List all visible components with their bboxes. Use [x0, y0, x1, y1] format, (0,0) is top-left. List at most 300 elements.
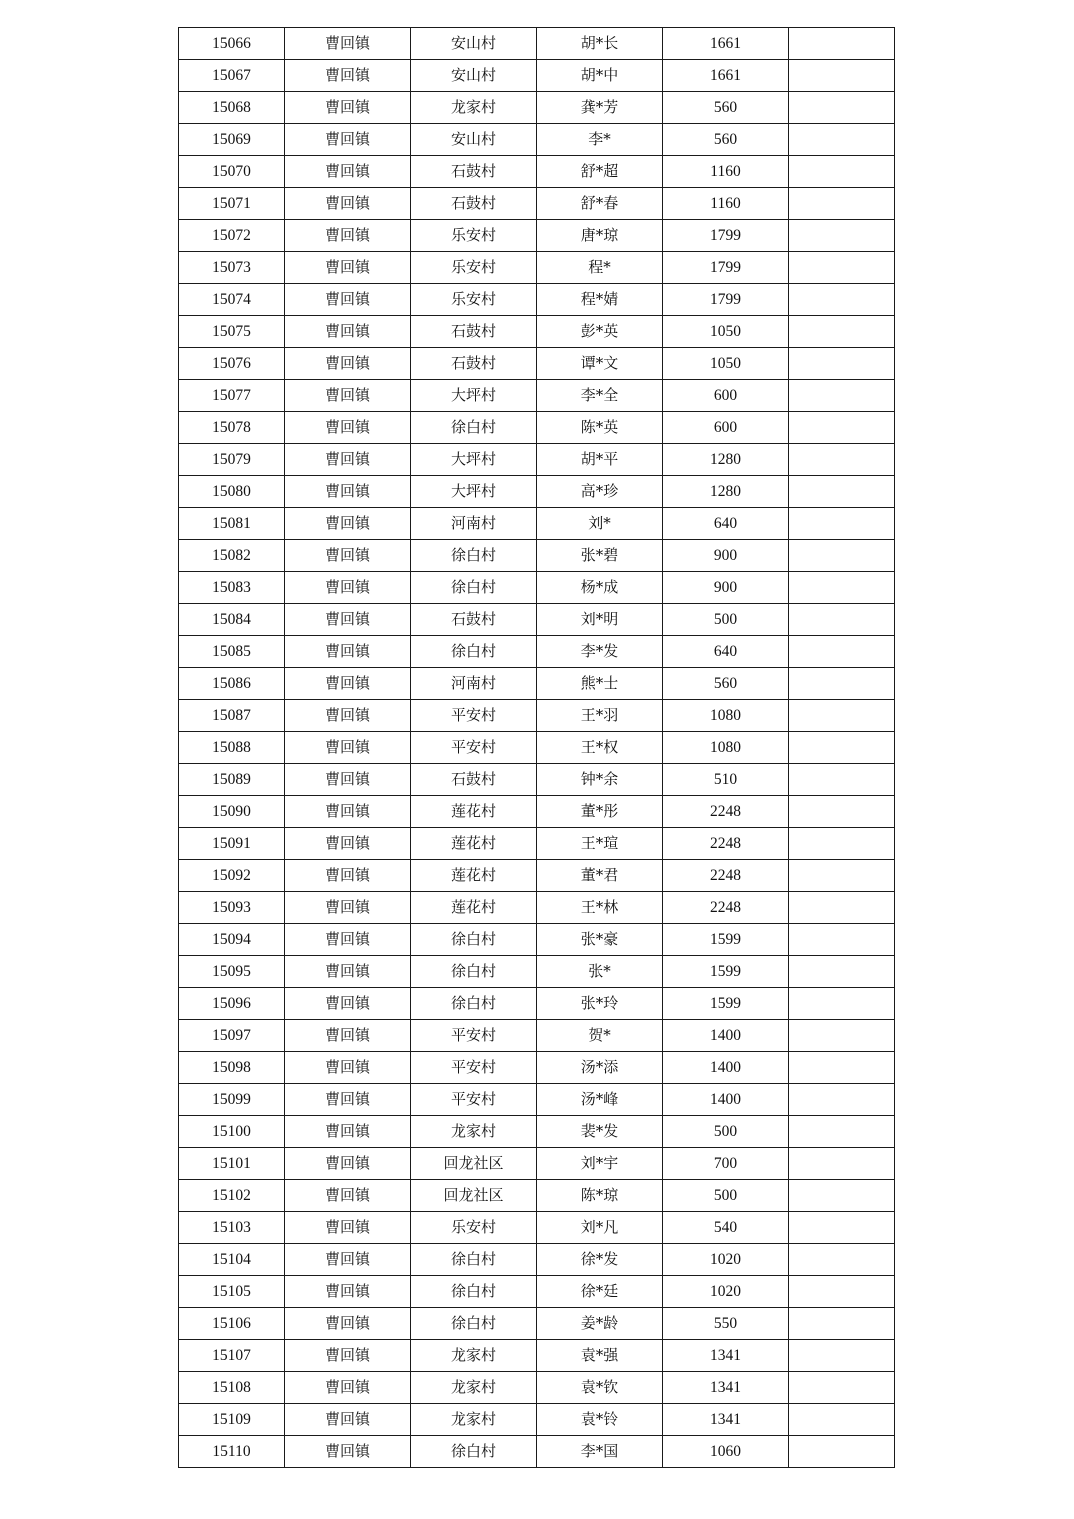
cell-amount: 500 — [663, 1116, 789, 1148]
cell-village: 河南村 — [411, 508, 537, 540]
cell-serial-number: 15087 — [179, 700, 285, 732]
cell-village: 莲花村 — [411, 796, 537, 828]
cell-amount: 2248 — [663, 892, 789, 924]
cell-serial-number: 15096 — [179, 988, 285, 1020]
cell-village: 莲花村 — [411, 892, 537, 924]
cell-serial-number: 15102 — [179, 1180, 285, 1212]
cell-name: 王*权 — [537, 732, 663, 764]
data-table — [178, 27, 895, 1468]
cell-serial-number: 15079 — [179, 444, 285, 476]
table-row — [179, 508, 895, 540]
cell-remark — [789, 892, 895, 924]
cell-amount: 1060 — [663, 1436, 789, 1468]
cell-name: 董*彤 — [537, 796, 663, 828]
cell-town: 曹回镇 — [285, 1308, 411, 1340]
table-row — [179, 1436, 895, 1468]
cell-remark — [789, 1020, 895, 1052]
cell-village: 平安村 — [411, 700, 537, 732]
cell-village: 安山村 — [411, 60, 537, 92]
cell-remark — [789, 1308, 895, 1340]
cell-name: 李*全 — [537, 380, 663, 412]
cell-town: 曹回镇 — [285, 700, 411, 732]
cell-remark — [789, 444, 895, 476]
cell-amount: 1400 — [663, 1020, 789, 1052]
cell-amount: 900 — [663, 540, 789, 572]
cell-town: 曹回镇 — [285, 636, 411, 668]
cell-name: 汤*添 — [537, 1052, 663, 1084]
cell-village: 莲花村 — [411, 828, 537, 860]
cell-name: 袁*钦 — [537, 1372, 663, 1404]
cell-serial-number: 15107 — [179, 1340, 285, 1372]
table-row — [179, 316, 895, 348]
cell-amount: 500 — [663, 604, 789, 636]
cell-remark — [789, 732, 895, 764]
cell-village: 石鼓村 — [411, 188, 537, 220]
cell-remark — [789, 1372, 895, 1404]
cell-name: 张* — [537, 956, 663, 988]
cell-name: 李*国 — [537, 1436, 663, 1468]
table-row — [179, 444, 895, 476]
cell-amount: 1341 — [663, 1404, 789, 1436]
cell-amount: 2248 — [663, 860, 789, 892]
cell-village: 安山村 — [411, 124, 537, 156]
table-row — [179, 956, 895, 988]
cell-serial-number: 15105 — [179, 1276, 285, 1308]
cell-remark — [789, 412, 895, 444]
cell-name: 舒*春 — [537, 188, 663, 220]
cell-village: 石鼓村 — [411, 348, 537, 380]
cell-remark — [789, 988, 895, 1020]
cell-remark — [789, 828, 895, 860]
cell-remark — [789, 956, 895, 988]
cell-name: 李*发 — [537, 636, 663, 668]
cell-amount: 2248 — [663, 796, 789, 828]
cell-serial-number: 15093 — [179, 892, 285, 924]
table-row — [179, 124, 895, 156]
cell-amount: 1799 — [663, 284, 789, 316]
cell-amount: 1280 — [663, 476, 789, 508]
cell-village: 徐白村 — [411, 572, 537, 604]
cell-serial-number: 15101 — [179, 1148, 285, 1180]
table-row — [179, 764, 895, 796]
cell-serial-number: 15082 — [179, 540, 285, 572]
cell-remark — [789, 348, 895, 380]
table-row — [179, 156, 895, 188]
cell-amount: 640 — [663, 508, 789, 540]
cell-serial-number: 15089 — [179, 764, 285, 796]
cell-village: 徐白村 — [411, 1436, 537, 1468]
cell-amount: 550 — [663, 1308, 789, 1340]
cell-amount: 1160 — [663, 188, 789, 220]
cell-amount: 1341 — [663, 1340, 789, 1372]
cell-town: 曹回镇 — [285, 92, 411, 124]
cell-serial-number: 15104 — [179, 1244, 285, 1276]
cell-serial-number: 15099 — [179, 1084, 285, 1116]
cell-remark — [789, 636, 895, 668]
table-row — [179, 1148, 895, 1180]
cell-name: 汤*峰 — [537, 1084, 663, 1116]
cell-remark — [789, 1244, 895, 1276]
cell-name: 刘*明 — [537, 604, 663, 636]
cell-name: 程*婧 — [537, 284, 663, 316]
cell-town: 曹回镇 — [285, 1020, 411, 1052]
cell-amount: 1080 — [663, 700, 789, 732]
cell-remark — [789, 668, 895, 700]
cell-name: 胡*平 — [537, 444, 663, 476]
cell-village: 平安村 — [411, 1084, 537, 1116]
table-row — [179, 28, 895, 60]
table-row — [179, 1116, 895, 1148]
table-row — [179, 1404, 895, 1436]
cell-town: 曹回镇 — [285, 1212, 411, 1244]
cell-name: 李* — [537, 124, 663, 156]
cell-amount: 1599 — [663, 924, 789, 956]
cell-serial-number: 15081 — [179, 508, 285, 540]
cell-name: 刘* — [537, 508, 663, 540]
cell-amount: 1020 — [663, 1276, 789, 1308]
cell-village: 徐白村 — [411, 924, 537, 956]
cell-amount: 1160 — [663, 156, 789, 188]
cell-village: 平安村 — [411, 732, 537, 764]
table-row — [179, 252, 895, 284]
cell-name: 陈*琼 — [537, 1180, 663, 1212]
table-row — [179, 796, 895, 828]
cell-village: 莲花村 — [411, 860, 537, 892]
table-body — [179, 28, 895, 1468]
cell-amount: 1799 — [663, 252, 789, 284]
cell-town: 曹回镇 — [285, 604, 411, 636]
cell-remark — [789, 156, 895, 188]
cell-remark — [789, 476, 895, 508]
cell-serial-number: 15072 — [179, 220, 285, 252]
table-row — [179, 540, 895, 572]
cell-serial-number: 15085 — [179, 636, 285, 668]
cell-remark — [789, 284, 895, 316]
cell-serial-number: 15076 — [179, 348, 285, 380]
cell-name: 张*碧 — [537, 540, 663, 572]
cell-amount: 2248 — [663, 828, 789, 860]
cell-village: 龙家村 — [411, 1372, 537, 1404]
cell-remark — [789, 1052, 895, 1084]
cell-amount: 1020 — [663, 1244, 789, 1276]
cell-village: 徐白村 — [411, 636, 537, 668]
cell-town: 曹回镇 — [285, 988, 411, 1020]
table-row — [179, 636, 895, 668]
table-row — [179, 476, 895, 508]
cell-remark — [789, 220, 895, 252]
cell-serial-number: 15083 — [179, 572, 285, 604]
cell-remark — [789, 1084, 895, 1116]
cell-remark — [789, 924, 895, 956]
cell-name: 高*珍 — [537, 476, 663, 508]
cell-name: 王*林 — [537, 892, 663, 924]
table-row — [179, 1180, 895, 1212]
cell-amount: 1080 — [663, 732, 789, 764]
cell-serial-number: 15067 — [179, 60, 285, 92]
cell-name: 刘*凡 — [537, 1212, 663, 1244]
cell-village: 徐白村 — [411, 1244, 537, 1276]
cell-remark — [789, 1276, 895, 1308]
cell-serial-number: 15071 — [179, 188, 285, 220]
cell-amount: 600 — [663, 412, 789, 444]
cell-town: 曹回镇 — [285, 1084, 411, 1116]
cell-amount: 560 — [663, 668, 789, 700]
cell-village: 平安村 — [411, 1020, 537, 1052]
cell-town: 曹回镇 — [285, 668, 411, 700]
cell-town: 曹回镇 — [285, 412, 411, 444]
cell-remark — [789, 540, 895, 572]
cell-name: 钟*余 — [537, 764, 663, 796]
cell-amount: 1400 — [663, 1052, 789, 1084]
table-row — [179, 988, 895, 1020]
cell-name: 谭*文 — [537, 348, 663, 380]
cell-serial-number: 15108 — [179, 1372, 285, 1404]
cell-town: 曹回镇 — [285, 1372, 411, 1404]
cell-name: 张*豪 — [537, 924, 663, 956]
cell-remark — [789, 860, 895, 892]
cell-serial-number: 15091 — [179, 828, 285, 860]
cell-town: 曹回镇 — [285, 892, 411, 924]
cell-village: 龙家村 — [411, 1404, 537, 1436]
cell-town: 曹回镇 — [285, 1436, 411, 1468]
cell-town: 曹回镇 — [285, 540, 411, 572]
table-row — [179, 892, 895, 924]
table-row — [179, 1084, 895, 1116]
table-row — [179, 220, 895, 252]
cell-village: 徐白村 — [411, 956, 537, 988]
table-row — [179, 348, 895, 380]
cell-remark — [789, 796, 895, 828]
cell-remark — [789, 316, 895, 348]
cell-town: 曹回镇 — [285, 1052, 411, 1084]
cell-name: 唐*琼 — [537, 220, 663, 252]
cell-village: 大坪村 — [411, 476, 537, 508]
cell-name: 姜*龄 — [537, 1308, 663, 1340]
cell-serial-number: 15077 — [179, 380, 285, 412]
table-row — [179, 380, 895, 412]
cell-village: 乐安村 — [411, 252, 537, 284]
cell-village: 安山村 — [411, 28, 537, 60]
cell-remark — [789, 1180, 895, 1212]
cell-remark — [789, 572, 895, 604]
cell-village: 回龙社区 — [411, 1180, 537, 1212]
cell-town: 曹回镇 — [285, 764, 411, 796]
cell-town: 曹回镇 — [285, 508, 411, 540]
cell-town: 曹回镇 — [285, 572, 411, 604]
cell-amount: 1661 — [663, 60, 789, 92]
cell-town: 曹回镇 — [285, 60, 411, 92]
cell-village: 徐白村 — [411, 540, 537, 572]
cell-remark — [789, 1212, 895, 1244]
cell-serial-number: 15095 — [179, 956, 285, 988]
cell-name: 熊*士 — [537, 668, 663, 700]
cell-name: 胡*长 — [537, 28, 663, 60]
cell-serial-number: 15106 — [179, 1308, 285, 1340]
cell-town: 曹回镇 — [285, 252, 411, 284]
cell-town: 曹回镇 — [285, 348, 411, 380]
cell-serial-number: 15109 — [179, 1404, 285, 1436]
table-row — [179, 924, 895, 956]
cell-village: 大坪村 — [411, 444, 537, 476]
cell-serial-number: 15066 — [179, 28, 285, 60]
cell-serial-number: 15086 — [179, 668, 285, 700]
cell-name: 裴*发 — [537, 1116, 663, 1148]
cell-town: 曹回镇 — [285, 28, 411, 60]
cell-name: 徐*发 — [537, 1244, 663, 1276]
cell-name: 袁*强 — [537, 1340, 663, 1372]
cell-amount: 560 — [663, 124, 789, 156]
cell-town: 曹回镇 — [285, 444, 411, 476]
cell-remark — [789, 1148, 895, 1180]
cell-amount: 900 — [663, 572, 789, 604]
cell-amount: 510 — [663, 764, 789, 796]
cell-town: 曹回镇 — [285, 156, 411, 188]
cell-serial-number: 15080 — [179, 476, 285, 508]
cell-town: 曹回镇 — [285, 1116, 411, 1148]
cell-town: 曹回镇 — [285, 828, 411, 860]
cell-amount: 540 — [663, 1212, 789, 1244]
cell-remark — [789, 60, 895, 92]
cell-remark — [789, 764, 895, 796]
cell-remark — [789, 1404, 895, 1436]
cell-town: 曹回镇 — [285, 956, 411, 988]
cell-town: 曹回镇 — [285, 380, 411, 412]
cell-serial-number: 15097 — [179, 1020, 285, 1052]
cell-amount: 1599 — [663, 956, 789, 988]
cell-name: 舒*超 — [537, 156, 663, 188]
cell-town: 曹回镇 — [285, 284, 411, 316]
table-row — [179, 1308, 895, 1340]
cell-name: 袁*铃 — [537, 1404, 663, 1436]
cell-serial-number: 15090 — [179, 796, 285, 828]
table-row — [179, 188, 895, 220]
table-row — [179, 860, 895, 892]
cell-village: 乐安村 — [411, 1212, 537, 1244]
cell-remark — [789, 1116, 895, 1148]
table-row — [179, 1212, 895, 1244]
cell-remark — [789, 1340, 895, 1372]
table-row — [179, 668, 895, 700]
cell-village: 徐白村 — [411, 1276, 537, 1308]
cell-amount: 1280 — [663, 444, 789, 476]
table-row — [179, 412, 895, 444]
table-row — [179, 92, 895, 124]
cell-serial-number: 15084 — [179, 604, 285, 636]
cell-amount: 600 — [663, 380, 789, 412]
cell-serial-number: 15094 — [179, 924, 285, 956]
cell-remark — [789, 604, 895, 636]
cell-name: 程* — [537, 252, 663, 284]
cell-village: 回龙社区 — [411, 1148, 537, 1180]
cell-serial-number: 15069 — [179, 124, 285, 156]
cell-amount: 640 — [663, 636, 789, 668]
cell-name: 徐*廷 — [537, 1276, 663, 1308]
table-row — [179, 60, 895, 92]
table-row — [179, 1020, 895, 1052]
cell-amount: 1599 — [663, 988, 789, 1020]
table-row — [179, 284, 895, 316]
cell-remark — [789, 508, 895, 540]
cell-village: 石鼓村 — [411, 764, 537, 796]
cell-town: 曹回镇 — [285, 796, 411, 828]
cell-village: 徐白村 — [411, 988, 537, 1020]
cell-town: 曹回镇 — [285, 1244, 411, 1276]
cell-town: 曹回镇 — [285, 476, 411, 508]
cell-amount: 560 — [663, 92, 789, 124]
table-row — [179, 700, 895, 732]
table-row — [179, 732, 895, 764]
cell-village: 石鼓村 — [411, 156, 537, 188]
cell-serial-number: 15074 — [179, 284, 285, 316]
cell-amount: 1661 — [663, 28, 789, 60]
cell-town: 曹回镇 — [285, 732, 411, 764]
cell-name: 陈*英 — [537, 412, 663, 444]
table-row — [179, 572, 895, 604]
cell-village: 河南村 — [411, 668, 537, 700]
cell-amount: 1050 — [663, 348, 789, 380]
cell-name: 杨*成 — [537, 572, 663, 604]
cell-town: 曹回镇 — [285, 1340, 411, 1372]
cell-amount: 1400 — [663, 1084, 789, 1116]
cell-village: 平安村 — [411, 1052, 537, 1084]
cell-remark — [789, 188, 895, 220]
cell-town: 曹回镇 — [285, 1148, 411, 1180]
cell-amount: 500 — [663, 1180, 789, 1212]
cell-village: 龙家村 — [411, 92, 537, 124]
table-row — [179, 1052, 895, 1084]
cell-town: 曹回镇 — [285, 220, 411, 252]
cell-amount: 1341 — [663, 1372, 789, 1404]
cell-serial-number: 15070 — [179, 156, 285, 188]
cell-name: 胡*中 — [537, 60, 663, 92]
cell-village: 龙家村 — [411, 1340, 537, 1372]
cell-town: 曹回镇 — [285, 316, 411, 348]
table-row — [179, 1372, 895, 1404]
cell-remark — [789, 28, 895, 60]
cell-village: 乐安村 — [411, 220, 537, 252]
cell-village: 石鼓村 — [411, 604, 537, 636]
cell-serial-number: 15068 — [179, 92, 285, 124]
cell-name: 王*瑄 — [537, 828, 663, 860]
cell-town: 曹回镇 — [285, 1404, 411, 1436]
cell-remark — [789, 1436, 895, 1468]
cell-village: 徐白村 — [411, 412, 537, 444]
table-row — [179, 1340, 895, 1372]
cell-name: 刘*宇 — [537, 1148, 663, 1180]
cell-name: 龚*芳 — [537, 92, 663, 124]
cell-remark — [789, 252, 895, 284]
cell-remark — [789, 92, 895, 124]
cell-town: 曹回镇 — [285, 1180, 411, 1212]
cell-name: 彭*英 — [537, 316, 663, 348]
cell-serial-number: 15100 — [179, 1116, 285, 1148]
cell-name: 王*羽 — [537, 700, 663, 732]
cell-serial-number: 15073 — [179, 252, 285, 284]
cell-town: 曹回镇 — [285, 1276, 411, 1308]
cell-name: 张*玲 — [537, 988, 663, 1020]
cell-remark — [789, 124, 895, 156]
cell-name: 贺* — [537, 1020, 663, 1052]
cell-serial-number: 15098 — [179, 1052, 285, 1084]
table-row — [179, 828, 895, 860]
cell-serial-number: 15075 — [179, 316, 285, 348]
cell-village: 徐白村 — [411, 1308, 537, 1340]
cell-town: 曹回镇 — [285, 924, 411, 956]
table-row — [179, 1244, 895, 1276]
cell-village: 乐安村 — [411, 284, 537, 316]
cell-remark — [789, 380, 895, 412]
cell-village: 石鼓村 — [411, 316, 537, 348]
